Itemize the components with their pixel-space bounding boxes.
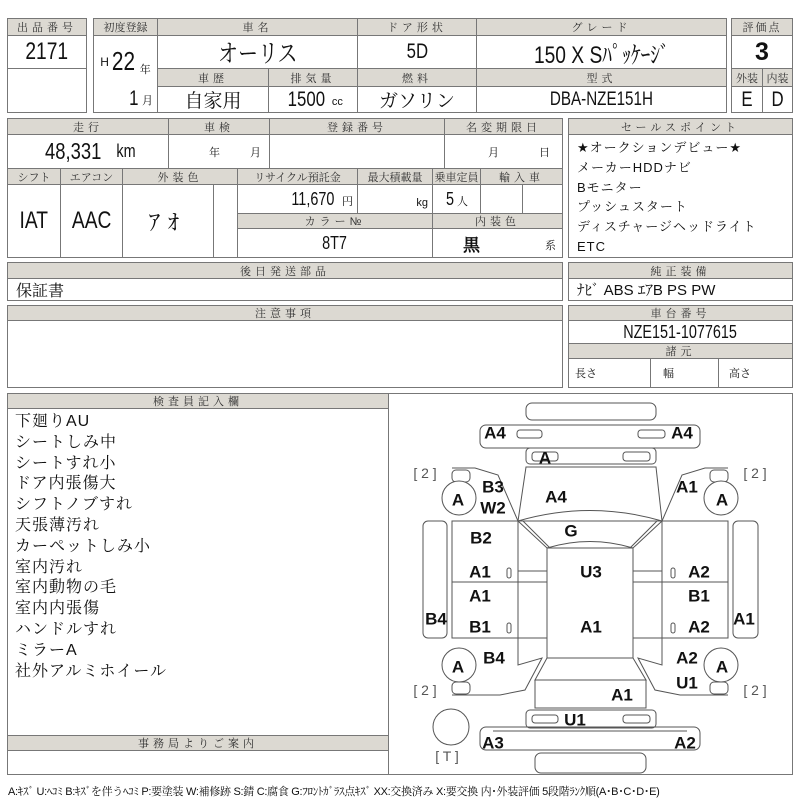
damage-mark: A1 [676,477,698,497]
car-name: オーリス [157,35,358,69]
damage-mark: A1 [469,562,491,582]
damage-mark: U1 [676,673,698,693]
ext-color-extra [213,184,238,258]
door-type: 5D [357,35,477,69]
name-change-date: 月 日 [444,134,563,169]
capacity-label: 乗車定員 [432,168,481,185]
rear-bumper [480,727,700,750]
damage-mark: B1 [469,617,491,637]
color-no: 8T7 [237,228,433,258]
name-change-label: 名変期限日 [444,118,563,135]
ext-color: ｱｵ [122,184,214,258]
spare-tire-mark: [ T ] [435,748,459,764]
spec-length: 長さ [568,358,651,388]
grade: 150 X Sﾊﾟｯｹｰｼﾞ [476,35,727,69]
damage-mark: B1 [688,586,710,606]
recycle-label: リサイクル預託金 [237,168,358,185]
model-code: DBA-NZE151H [476,86,727,113]
ac: AAC [60,184,123,258]
inspector-note: 室内内張傷 [15,600,101,618]
damage-mark: A [715,657,729,677]
tire-tread-mark: [ 2 ] [413,465,437,481]
damage-mark: A4 [484,423,506,443]
inspector-note: 室内汚れ [15,558,84,576]
displacement-label: 排気量 [268,68,358,87]
car-diagram [390,390,800,780]
inspector-note: 下廻りAU [15,413,91,430]
score-label: 評価点 [731,18,793,36]
fog-lamp-left [517,430,542,438]
sales-points-label: セールスポイント [568,118,793,135]
sales-point: ★オークションデビュー★ [577,140,743,155]
inspector-note: ハンドルすれ [15,620,118,638]
inspector-note: カーペットしみ小 [15,537,152,555]
damage-mark: A2 [688,562,710,582]
office-notes [7,750,389,775]
ext-color-label: 外装色 [122,168,238,185]
interior-score-label: 内装 [762,68,793,87]
reg-no-label: 登録番号 [269,118,445,135]
capacity: 5 人 [432,184,481,214]
import-b [522,184,563,214]
car-name-label: 車名 [157,18,358,36]
chassis-number: NZE151-1077615 [568,320,793,344]
sales-point: Bモニター [577,179,643,195]
first-reg-label: 初度登録 [93,18,158,36]
exterior-score: E [731,86,763,113]
damage-mark: A [451,657,465,677]
chassis-label: 車台番号 [568,305,793,321]
first-reg-month: 1 月 [93,86,158,113]
tail-lamp-right [623,715,650,723]
later-parts: 保証書 [7,278,563,301]
spec-width: 幅 [650,358,719,388]
sales-point: ディスチャージヘッドライト [577,219,757,235]
door-label: ドア形状 [357,18,477,36]
door-handle [671,568,675,578]
legend: A:ｷｽﾞ U:ﾍｺﾐ B:ｷｽﾞを伴うﾍｺﾐ P:要塗装 W:補修跡 S:錆 C:腐食 G:ﾌﾛﾝﾄｶﾞﾗｽ点ｷｽﾞ XX:交換済み X:要交換 内･外装評価 5段階ﾗﾝｸ順(A･B･C･D･E) [8,786,660,798]
shift-label: シフト [7,168,61,185]
displacement: 1500 cc [268,86,358,113]
front-bumper [480,425,700,448]
tire-tread-mark: [ 2 ] [743,465,767,481]
import-a [480,184,523,214]
shift: IAT [7,184,61,258]
ac-label: エアコン [60,168,123,185]
inspection-label: 車検 [168,118,270,135]
mileage-label: 走行 [7,118,169,135]
overall-score: 3 [731,35,793,69]
recycle-fee: 11,670 円 [237,184,358,214]
int-color-label: 内装色 [432,213,563,229]
inspector-note: シートしみ中 [15,433,118,451]
color-no-label: カラー№ [237,213,433,229]
damage-mark: A2 [688,617,710,637]
rear-glass [535,658,646,680]
later-parts-label: 後日発送部品 [7,262,563,279]
hood [518,467,662,521]
inspector-note: 室内動物の毛 [15,579,118,597]
grade-label: グレード [476,18,727,36]
max-load-label: 最大積載量 [357,168,433,185]
damage-mark: A4 [671,423,693,443]
section-divider [388,393,389,775]
equipment-label: 純正装備 [568,262,793,279]
fuel: ガソリン [357,86,477,113]
damage-mark: A2 [674,733,696,753]
door-handle [507,623,511,633]
damage-mark: A2 [676,648,698,668]
rear-garnish [526,710,656,728]
inspector-note: 天張薄汚れ [15,516,101,534]
inspector-label: 検査員記入欄 [7,393,389,409]
office-label: 事務局よりご案内 [7,735,389,751]
sales-point: プッシュスタート [577,199,688,215]
inspector-note: シフトノブすれ [15,496,134,514]
damage-mark: B2 [470,528,492,548]
interior-score: D [762,86,793,113]
notes-label: 注意事項 [7,305,563,321]
lot-number: 2171 [7,35,87,69]
damage-mark: A [715,490,729,510]
damage-mark: A4 [545,487,567,507]
lot-label: 出品番号 [7,18,87,36]
sales-point: ETC [577,238,606,254]
inspector-notes [15,412,167,682]
equipment: ﾅﾋﾞ ABS ｴｱB PS PW [568,278,793,301]
tail-lamp-left [532,715,558,723]
damage-mark: U3 [580,562,602,582]
damage-mark: B3 [482,477,504,497]
damage-mark: W2 [480,498,506,518]
notes [7,320,563,388]
damage-mark: G [564,521,578,541]
lot-blank [7,68,87,113]
damage-mark: A [538,448,552,468]
first-reg-year: H 22 年 [93,35,158,87]
sales-points-box [568,134,793,258]
headlight-right [623,452,650,461]
tire-tread-mark: [ 2 ] [743,682,767,698]
sales-points-list [577,138,757,257]
damage-mark: B4 [425,609,447,629]
mileage: 48,331 km [7,134,169,169]
exterior-score-label: 外装 [731,68,763,87]
reg-no [269,134,445,169]
rear-bumper-bottom [535,753,646,773]
max-load: kg [357,184,433,214]
sales-point: メーカーHDDナビ [577,159,692,175]
int-color: 黒 系 [432,228,563,258]
damage-mark: A1 [611,685,633,705]
fog-lamp-right [638,430,665,438]
tire-tread-mark: [ 2 ] [413,682,437,698]
damage-mark: A1 [733,609,755,629]
inspection-date: 年 月 [168,134,270,169]
import-label: 輸入車 [480,168,563,185]
damage-mark: A1 [469,586,491,606]
front-bumper-top [526,403,656,420]
door-handle [507,568,511,578]
history: 自家用 [157,86,269,113]
history-label: 車歴 [157,68,269,87]
damage-mark: A [451,490,465,510]
damage-mark: B4 [483,648,505,668]
spec-height: 高さ [718,358,793,388]
damage-mark: A3 [482,733,504,753]
inspector-note: ミラーA [15,641,78,659]
damage-mark: A1 [580,617,602,637]
inspector-note: ドア内張傷大 [15,475,117,493]
inspector-note: 社外アルミホイール [15,662,168,680]
inspector-note: シートすれ小 [15,454,117,472]
damage-mark: U1 [564,710,586,730]
model-label: 型式 [476,68,727,87]
specs-label: 諸元 [568,343,793,359]
windshield [518,511,662,549]
fuel-label: 燃料 [357,68,477,87]
spare-tire [433,709,469,745]
door-handle [671,623,675,633]
